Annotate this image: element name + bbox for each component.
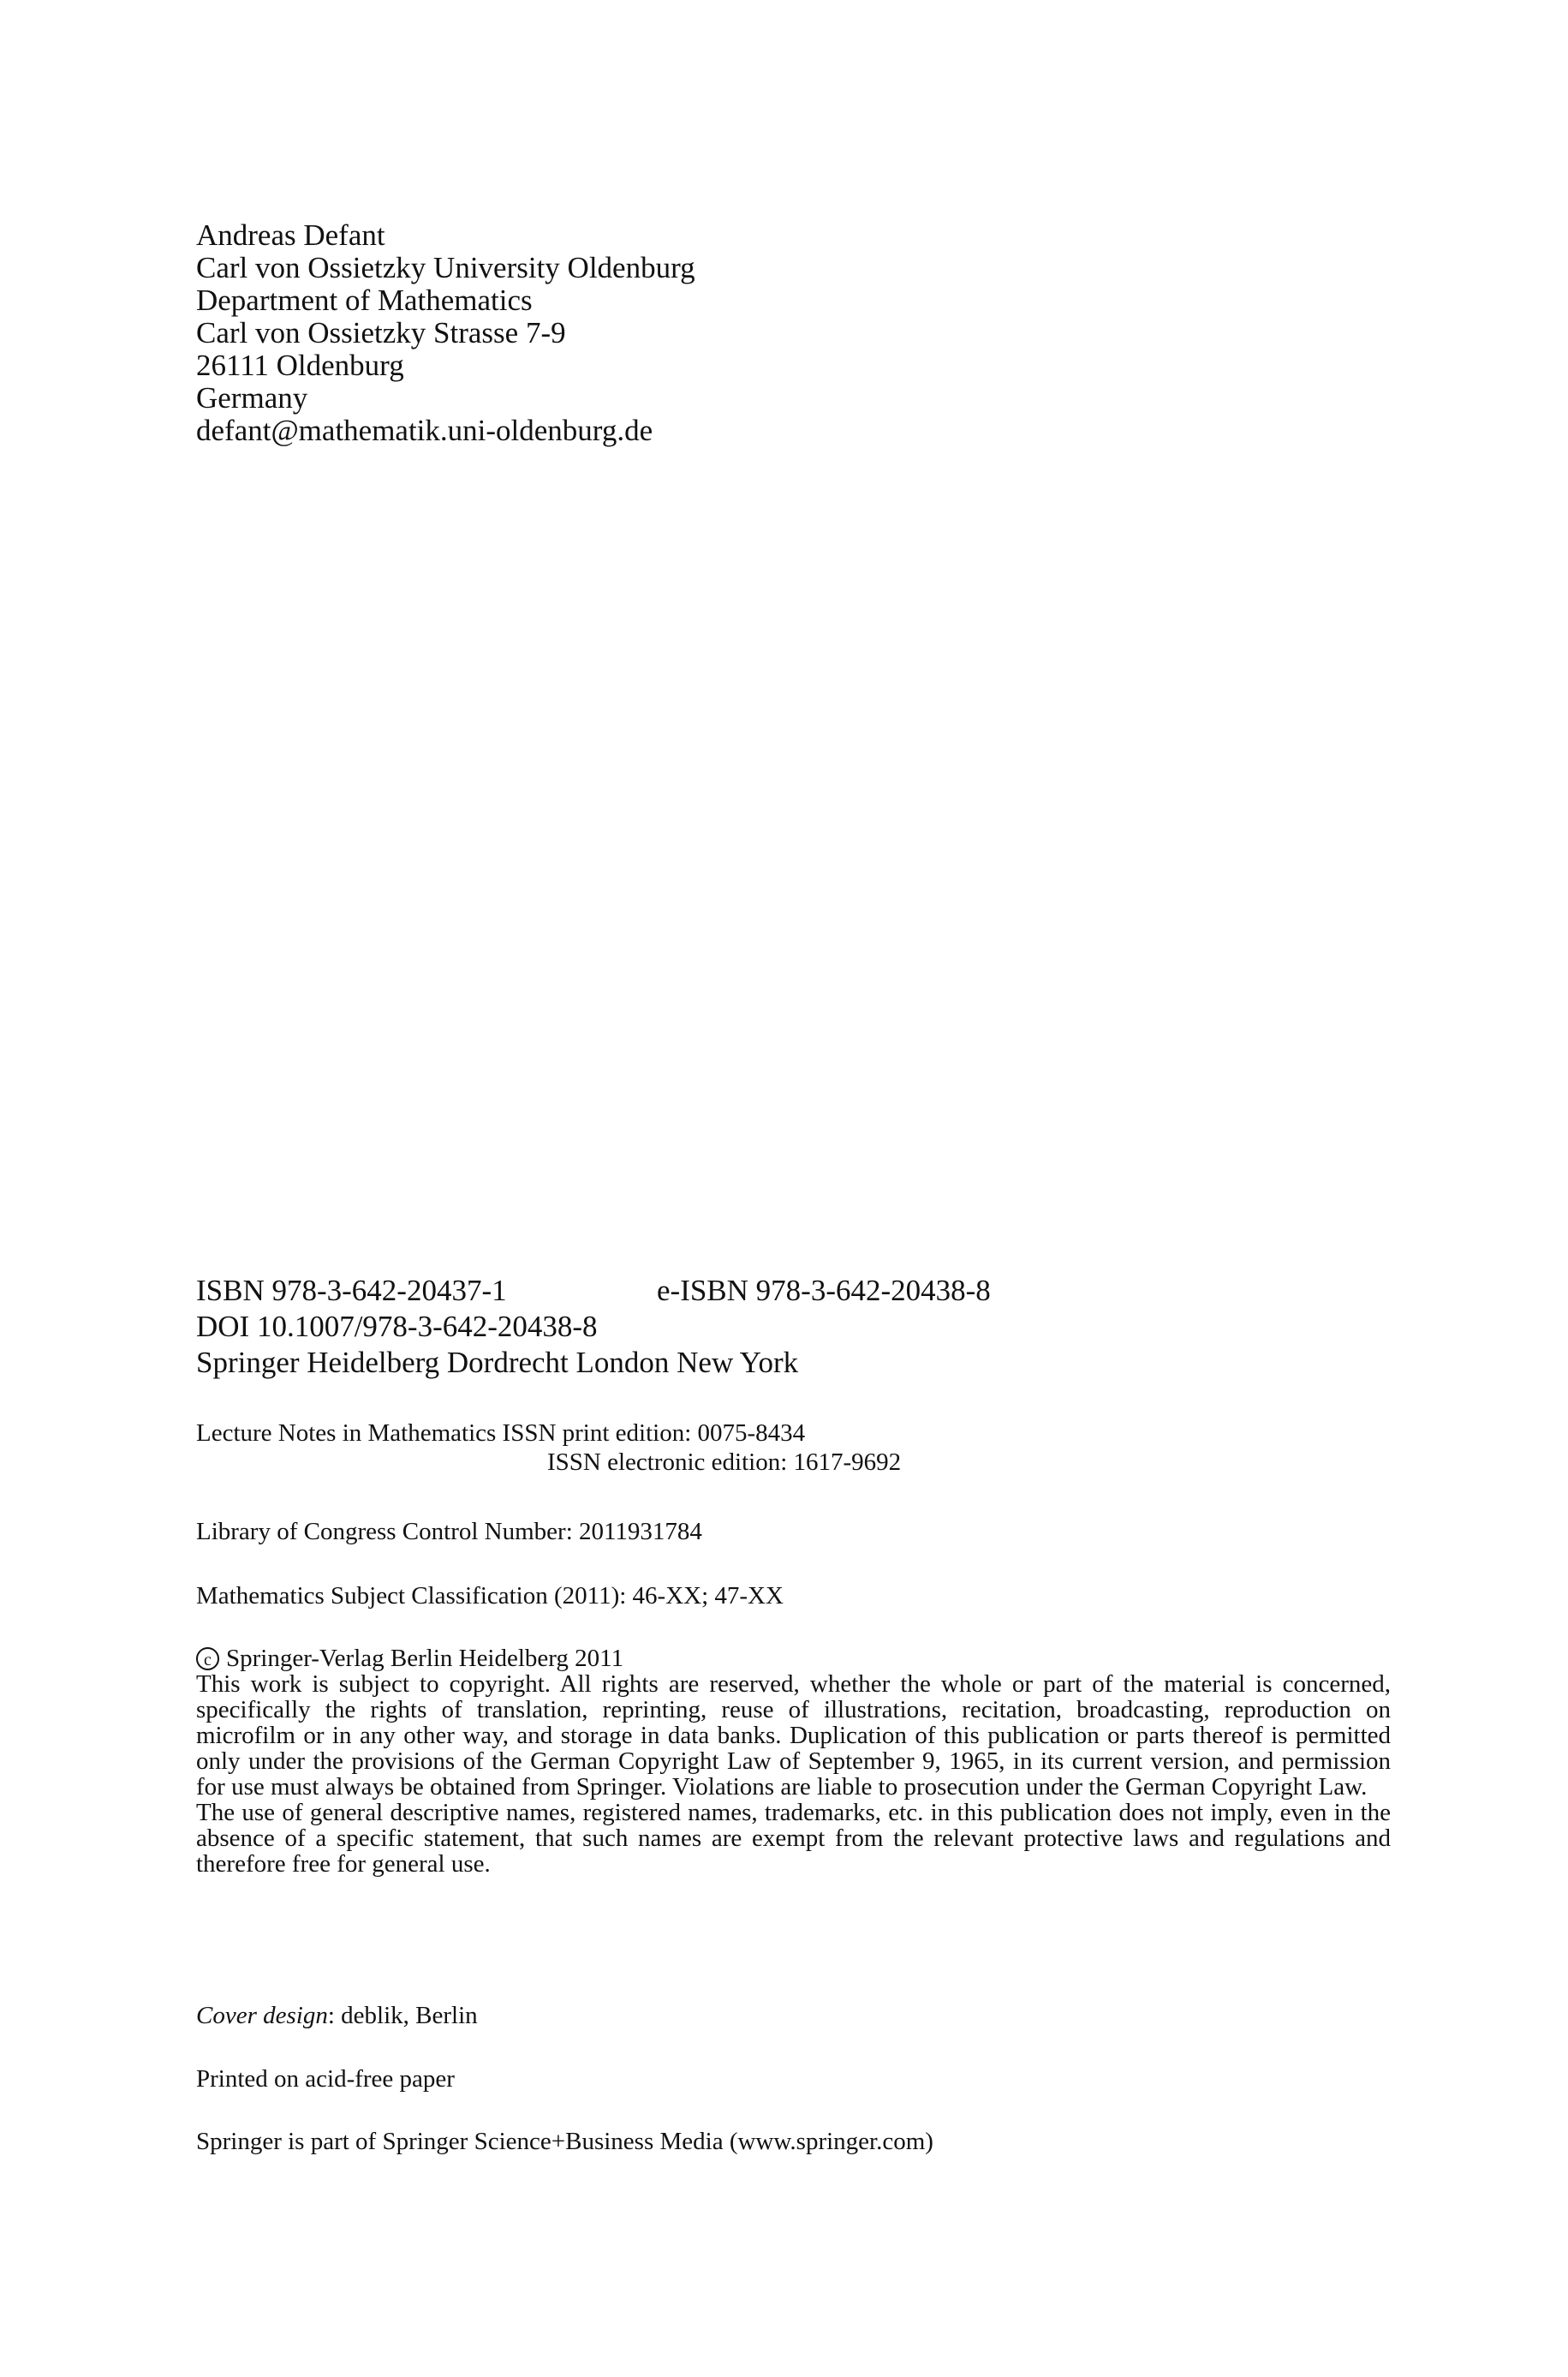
- street: Carl von Ossietzky Strasse 7-9: [196, 316, 566, 349]
- author-name: Andreas Defant: [196, 218, 385, 252]
- postal-city: 26111 Oldenburg: [196, 349, 404, 382]
- university: Carl von Ossietzky University Oldenburg: [196, 251, 695, 284]
- isbn: ISBN 978-3-642-20437-1: [196, 1274, 507, 1307]
- series-issn: [196, 1418, 901, 1477]
- country: Germany: [196, 381, 308, 415]
- copyright-notice: [196, 1645, 1391, 1877]
- cover-design: [196, 2001, 478, 2030]
- department: Department of Mathematics: [196, 284, 533, 317]
- author-address: [196, 219, 695, 447]
- springer-statement: Springer is part of Springer Science+Business Media (www.springer.com): [196, 2128, 933, 2155]
- doi: DOI 10.1007/978-3-642-20438-8: [196, 1310, 598, 1343]
- series-issn-electronic: ISSN electronic edition: 1617-9692: [547, 1448, 902, 1476]
- copyright-icon: c: [196, 1647, 219, 1670]
- isbn-row: [196, 1273, 991, 1309]
- copyright-holder: Springer-Verlag Berlin Heidelberg 2011: [226, 1645, 624, 1672]
- cover-design-value: : deblik, Berlin: [327, 2002, 478, 2029]
- author-email: defant@mathematik.uni-oldenburg.de: [196, 414, 653, 447]
- copyright-paragraph-1: This work is subject to copyright. All rights are reserved, whether the whole or part of the material is concerned, specifically the rights of translation, reprinting, reuse of illustrations, recitation, broadcasting, reproduction on microfilm or in any other way, and storage in data banks. Duplication of this publication or parts thereof is permitted only under the provisions of the German Copyright Law of September 9, 1965, in its current version, and permission for use must always be obtained from Springer. Violations are liable to prosecution under the German Copyright Law.: [196, 1670, 1391, 1801]
- isbn-block: [196, 1273, 991, 1381]
- cover-design-label: Cover design: [196, 2002, 328, 2029]
- copyright-holder-line: [196, 1645, 1391, 1671]
- e-isbn: e-ISBN 978-3-642-20438-8: [657, 1274, 991, 1307]
- publisher-cities: Springer Heidelberg Dordrecht London New York: [196, 1346, 799, 1379]
- subject-classification: Mathematics Subject Classification (2011): 46-XX; 47-XX: [196, 1582, 784, 1610]
- lccn: Library of Congress Control Number: 2011931784: [196, 1518, 702, 1545]
- copyright-paragraph-2: The use of general descriptive names, registered names, trademarks, etc. in this publication does not imply, even in the absence of a specific statement, that such names are exempt from the relevant protective laws and regulations and therefore free for general use.: [196, 1799, 1391, 1878]
- series-issn-print: Lecture Notes in Mathematics ISSN print edition: 0075-8434: [196, 1419, 806, 1447]
- acid-free-paper: Printed on acid-free paper: [196, 2065, 455, 2093]
